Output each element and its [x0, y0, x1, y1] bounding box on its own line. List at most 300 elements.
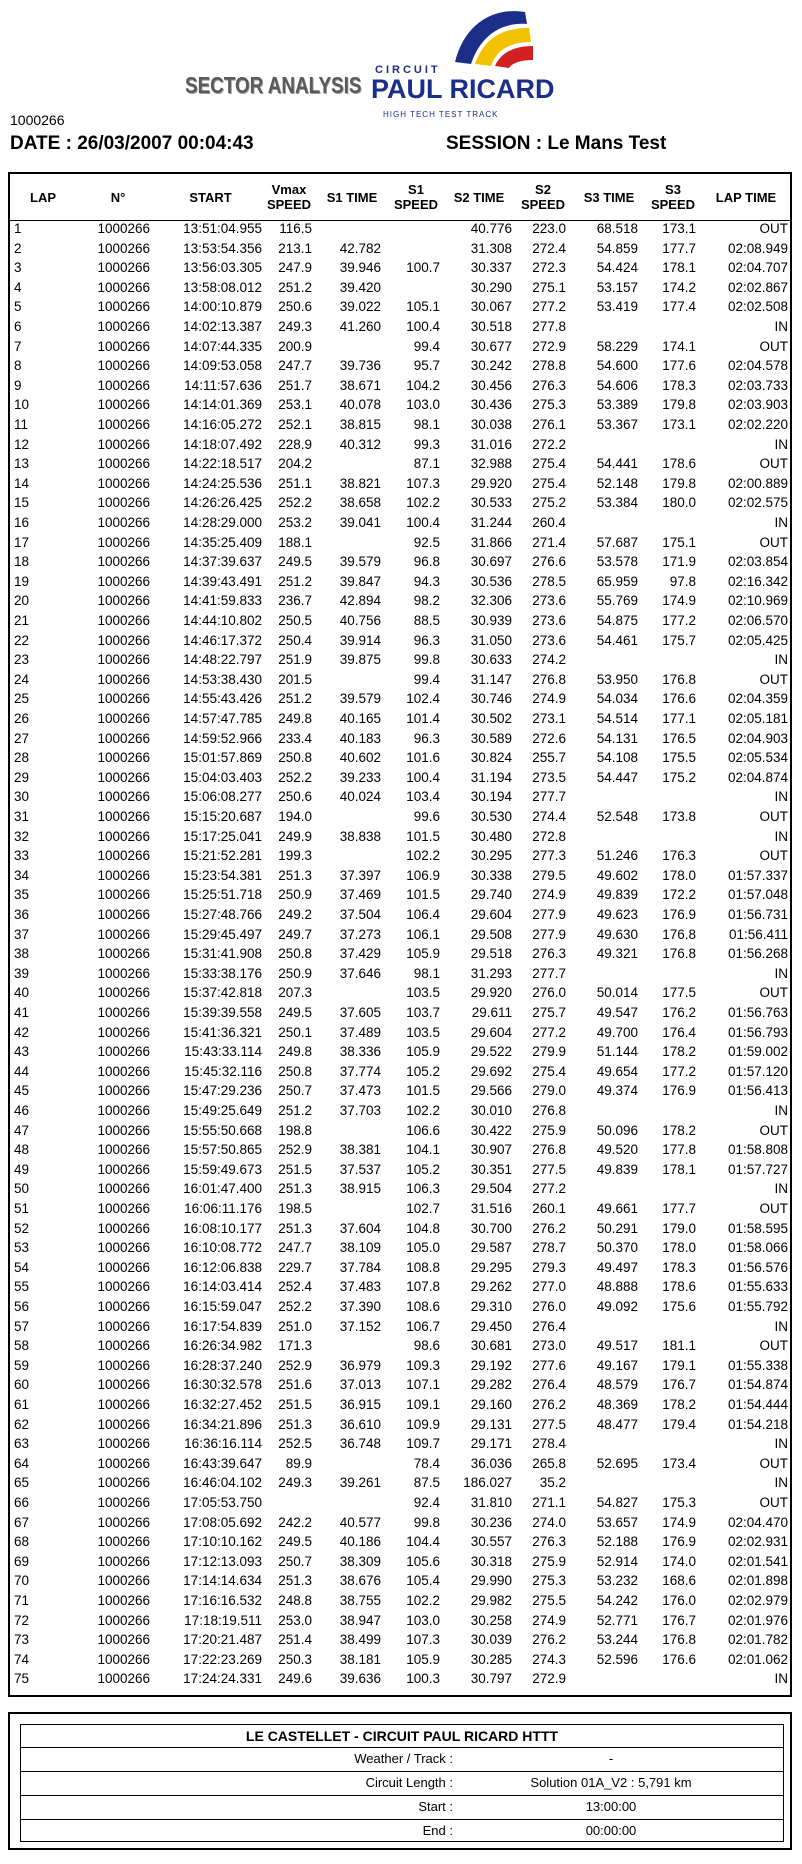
cell-s2-speed: 277.2: [532, 1181, 566, 1197]
cell-s1-time: 39.736: [339, 358, 381, 374]
cell-s2-time: 29.604: [470, 1024, 512, 1040]
cell-s3-speed: 175.6: [662, 1299, 696, 1314]
cell-s2-time: 31.194: [470, 769, 512, 785]
session-name: SESSION : Le Mans Test: [446, 133, 667, 154]
cell-s3-time: 49.374: [596, 1083, 638, 1099]
cell-s1-time: 38.309: [339, 1553, 381, 1569]
cell-start: 16:06:11.176: [184, 1201, 262, 1216]
cell-s3-time: 53.657: [596, 1514, 638, 1530]
cell-s2-speed: 279.5: [532, 867, 566, 883]
cell-start: 15:41:36.321: [183, 1024, 262, 1040]
cell-s2-speed: 272.8: [532, 828, 566, 844]
table-row: [10, 789, 790, 806]
cell-lap-time: 02:01.541: [727, 1553, 788, 1569]
cell-s2-time: 30.067: [470, 299, 512, 315]
cell-s2-speed: 275.7: [532, 1005, 566, 1020]
cell-s2-time: 31.244: [470, 515, 512, 530]
cell-lap-time: 02:02.867: [727, 279, 788, 295]
cell-s2-time: 30.295: [470, 848, 512, 864]
cell-lap-time: 02:06.570: [727, 613, 788, 628]
cell-number: 1000266: [97, 1279, 150, 1295]
cell-s1-time: 37.703: [339, 1103, 381, 1118]
cell-start: 17:12:13.093: [183, 1553, 262, 1569]
cell-s2-speed: 277.9: [532, 926, 566, 942]
table-row: [10, 241, 790, 258]
cell-lap: 19: [14, 573, 30, 589]
cell-s3-time: 49.654: [596, 1063, 638, 1079]
cell-s3-speed: 179.1: [662, 1357, 696, 1373]
cell-s3-speed: 173.1: [662, 221, 696, 236]
cell-s1-speed: 103.4: [406, 789, 440, 805]
cell-s1-speed: 104.1: [406, 1142, 440, 1158]
sector-table: [8, 172, 792, 1697]
cell-s3-time: 52.914: [596, 1553, 638, 1569]
cell-number: 1000266: [97, 299, 150, 315]
cell-s1-time: 39.041: [339, 515, 381, 530]
cell-lap: 14: [14, 475, 30, 491]
table-row: [10, 1671, 790, 1688]
cell-start: 16:14:03.414: [183, 1279, 262, 1295]
cell-number: 1000266: [97, 1377, 150, 1393]
cell-s2-speed: 275.3: [532, 1573, 566, 1589]
cell-s2-speed: 279.0: [532, 1083, 566, 1099]
cell-s3-speed: 179.8: [662, 397, 696, 413]
cell-s1-time: 37.429: [339, 946, 381, 962]
cell-vmax: 249.2: [278, 907, 312, 922]
cell-lap: 49: [14, 1161, 30, 1177]
cell-lap: 59: [14, 1357, 30, 1373]
table-row: [10, 809, 790, 826]
cell-s2-speed: 277.3: [532, 848, 566, 864]
cell-s1-speed: 102.2: [406, 1103, 440, 1118]
cell-start: 15:59:49.673: [183, 1161, 262, 1177]
cell-lap: 32: [14, 828, 30, 844]
cell-s1-time: 37.397: [339, 867, 381, 883]
cell-vmax: 252.2: [278, 495, 312, 511]
cell-vmax: 250.7: [278, 1553, 312, 1569]
cell-lap: 10: [14, 397, 30, 413]
table-row: [10, 339, 790, 356]
cell-s3-speed: 178.6: [662, 1279, 696, 1295]
cell-s1-time: 40.756: [339, 613, 381, 628]
cell-number: 1000266: [97, 554, 150, 570]
cell-s1-speed: 104.8: [406, 1220, 440, 1236]
table-row: [10, 1456, 790, 1473]
table-row: [10, 1417, 790, 1434]
cell-start: 14:35:25.409: [183, 534, 262, 550]
cell-s2-time: 30.536: [470, 573, 512, 589]
cell-start: 15:06:08.277: [183, 789, 262, 805]
table-row: [10, 1475, 790, 1492]
cell-vmax: 249.5: [278, 1005, 312, 1020]
cell-s2-speed: 278.5: [532, 573, 566, 589]
cell-number: 1000266: [97, 1651, 150, 1667]
table-row: [10, 1123, 790, 1140]
cell-s3-time: 49.602: [596, 867, 638, 883]
cell-s2-time: 30.939: [470, 613, 512, 628]
cell-number: 1000266: [97, 965, 150, 981]
cell-s1-time: 37.473: [339, 1083, 381, 1099]
cell-vmax: 251.1: [278, 475, 312, 491]
cell-lap: 24: [14, 671, 30, 687]
cell-s2-speed: 277.8: [532, 319, 566, 334]
cell-lap-time: 02:02.508: [727, 299, 788, 315]
cell-s3-time: 50.370: [596, 1240, 638, 1256]
cell-lap-time: 02:04.903: [727, 730, 788, 746]
table-row: [10, 1025, 790, 1042]
cell-number: 1000266: [97, 1632, 150, 1648]
cell-vmax: 198.8: [278, 1122, 312, 1138]
cell-start: 14:28:29.000: [183, 515, 262, 530]
cell-lap: 18: [14, 554, 30, 570]
cell-s1-speed: 107.3: [406, 475, 440, 491]
cell-lap: 31: [14, 809, 30, 824]
cell-number: 1000266: [97, 260, 150, 276]
cell-number: 1000266: [97, 1416, 150, 1432]
cell-s3-speed: 168.6: [662, 1573, 696, 1589]
cell-start: 14:48:22.797: [183, 652, 262, 668]
cell-lap-time: 01:57.727: [727, 1161, 788, 1177]
cell-lap: 25: [14, 691, 30, 707]
cell-s2-time: 29.192: [470, 1357, 512, 1373]
circuit-info-label: Circuit Length :: [365, 1775, 453, 1790]
cell-start: 16:26:34.982: [183, 1338, 262, 1354]
cell-s2-time: 29.566: [470, 1083, 512, 1099]
cell-s1-time: 40.024: [339, 789, 381, 805]
cell-vmax: 253.0: [278, 1612, 312, 1628]
cell-s2-speed: 265.8: [532, 1455, 566, 1471]
cell-number: 1000266: [97, 1612, 150, 1628]
cell-number: 1000266: [97, 887, 150, 903]
cell-number: 1000266: [97, 377, 150, 393]
cell-s1-speed: 105.9: [406, 1651, 440, 1667]
cell-lap-time: 02:04.874: [727, 769, 788, 785]
table-row: [10, 1201, 790, 1218]
cell-start: 14:02:13.387: [183, 319, 262, 334]
cell-start: 13:51:04.955: [183, 221, 262, 236]
cell-vmax: 207.3: [278, 985, 312, 1001]
cell-start: 17:24:24.331: [183, 1671, 262, 1687]
cell-vmax: 252.2: [278, 769, 312, 785]
table-row: [10, 1279, 790, 1296]
cell-vmax: 250.6: [278, 299, 312, 315]
cell-s1-time: 39.261: [339, 1475, 381, 1491]
cell-lap-time: OUT: [759, 221, 788, 236]
cell-s1-time: 37.774: [339, 1063, 381, 1079]
cell-number: 1000266: [97, 613, 150, 628]
cell-number: 1000266: [97, 789, 150, 805]
cell-s3-speed: 176.5: [662, 730, 696, 746]
table-row: [10, 1299, 790, 1316]
cell-s3-speed: 174.2: [662, 279, 696, 295]
cell-lap: 54: [14, 1259, 30, 1275]
cell-lap: 39: [14, 965, 30, 981]
cell-vmax: 89.9: [285, 1455, 312, 1471]
cell-number: 1000266: [97, 515, 150, 530]
cell-s2-time: 40.776: [470, 221, 512, 236]
cell-s1-speed: 99.6: [413, 809, 440, 824]
cell-s2-time: 30.236: [470, 1514, 512, 1530]
table-row: [10, 1142, 790, 1159]
cell-lap: 29: [14, 769, 30, 785]
cell-s2-time: 30.502: [470, 711, 512, 726]
cell-s3-time: 52.148: [596, 475, 638, 491]
cell-s3-time: 54.875: [596, 613, 638, 628]
cell-s1-time: 37.537: [339, 1161, 381, 1177]
cell-s1-speed: 106.4: [406, 907, 440, 922]
cell-lap: 30: [14, 789, 30, 805]
cell-vmax: 249.5: [278, 554, 312, 570]
cell-s3-time: 53.578: [596, 554, 638, 570]
cell-lap-time: 01:57.120: [727, 1063, 788, 1079]
cell-vmax: 251.4: [278, 1632, 312, 1648]
cell-number: 1000266: [97, 338, 150, 354]
cell-start: 16:12:06.838: [183, 1259, 262, 1275]
cell-s1-speed: 102.2: [406, 1593, 440, 1608]
cell-s2-time: 31.810: [470, 1495, 512, 1510]
cell-s3-time: 54.034: [596, 691, 638, 707]
cell-lap-time: 02:02.931: [727, 1534, 788, 1550]
cell-lap-time: IN: [774, 1436, 788, 1452]
cell-lap-time: 01:56.763: [727, 1005, 788, 1020]
cell-lap-time: OUT: [759, 338, 788, 354]
cell-vmax: 250.9: [278, 887, 312, 903]
cell-s1-time: 38.755: [339, 1593, 381, 1608]
cell-s3-speed: 177.1: [662, 711, 696, 726]
cell-s3-time: 52.771: [596, 1612, 638, 1628]
cell-lap: 16: [14, 515, 30, 530]
cell-lap-time: 02:01.976: [727, 1612, 788, 1628]
cell-start: 17:05:53.750: [183, 1495, 262, 1510]
cell-s3-time: 49.630: [596, 926, 638, 942]
table-row: [10, 1436, 790, 1453]
cell-lap: 74: [14, 1651, 30, 1667]
cell-s1-time: 38.658: [339, 495, 381, 511]
cell-s3-speed: 175.3: [662, 1495, 696, 1510]
cell-s2-time: 31.016: [470, 436, 512, 452]
cell-number: 1000266: [97, 436, 150, 452]
cell-s1-time: 40.183: [339, 730, 381, 746]
cell-s2-time: 30.318: [470, 1553, 512, 1569]
cell-s3-speed: 177.7: [662, 240, 696, 256]
cell-s3-speed: 177.4: [662, 299, 696, 315]
table-row: [10, 280, 790, 297]
cell-number: 1000266: [97, 495, 150, 511]
table-row: [10, 417, 790, 434]
cell-lap: 20: [14, 593, 30, 609]
table-row: [10, 1495, 790, 1512]
cell-lap: 13: [14, 456, 30, 472]
cell-s2-speed: 277.6: [532, 1357, 566, 1373]
cell-s3-speed: 171.9: [662, 554, 696, 570]
cell-vmax: 251.9: [278, 652, 312, 668]
cell-s1-time: 39.636: [339, 1671, 381, 1687]
cell-s1-speed: 87.1: [413, 456, 440, 472]
cell-start: 14:24:25.536: [183, 475, 262, 491]
cell-lap-time: IN: [774, 828, 788, 844]
cell-s1-speed: 106.1: [406, 926, 440, 942]
cell-number: 1000266: [97, 1593, 150, 1608]
col-header-lap: LAP: [30, 189, 56, 205]
cell-s2-time: 29.171: [470, 1436, 512, 1452]
col-header-lap-time: LAP TIME: [715, 189, 777, 205]
cell-s1-time: 39.420: [339, 279, 381, 295]
cell-s1-time: 42.894: [339, 593, 381, 609]
cell-vmax: 249.9: [278, 828, 312, 844]
cell-s2-time: 31.516: [470, 1201, 512, 1216]
cell-s1-speed: 100.3: [406, 1671, 440, 1687]
cell-s1-time: 36.610: [339, 1416, 381, 1432]
cell-lap: 44: [14, 1063, 30, 1079]
cell-start: 15:47:29.236: [183, 1083, 262, 1099]
cell-number: 1000266: [97, 1220, 150, 1236]
cell-lap-time: 02:08.949: [727, 240, 788, 256]
cell-number: 1000266: [97, 691, 150, 707]
cell-s1-time: 36.915: [339, 1397, 381, 1412]
cell-s2-speed: 276.3: [532, 377, 566, 393]
cell-s3-speed: 179.8: [662, 475, 696, 491]
cell-start: 17:08:05.692: [183, 1514, 262, 1530]
cell-start: 15:45:32.116: [184, 1063, 262, 1079]
cell-s1-speed: 105.9: [406, 1044, 440, 1060]
cell-lap-time: 01:58.595: [727, 1220, 788, 1236]
cell-s2-time: 30.677: [470, 338, 512, 354]
cell-lap: 12: [14, 436, 30, 452]
cell-lap-time: 01:58.066: [727, 1240, 788, 1256]
col-header-s2-time: S2 TIME: [453, 189, 505, 205]
cell-vmax: 250.1: [278, 1024, 312, 1040]
cell-start: 15:33:38.176: [183, 965, 262, 981]
cell-s1-speed: 105.1: [406, 299, 440, 315]
cell-s3-time: 49.547: [596, 1005, 638, 1020]
cell-s3-time: 54.242: [596, 1593, 638, 1608]
cell-s2-time: 30.746: [470, 691, 512, 707]
cell-s3-time: 52.188: [596, 1534, 638, 1550]
table-row: [10, 1358, 790, 1375]
cell-lap-time: 01:55.633: [727, 1279, 788, 1295]
cell-lap: 58: [14, 1338, 30, 1354]
cell-s3-time: 49.092: [596, 1299, 638, 1314]
table-row: [10, 515, 790, 532]
cell-lap: 47: [14, 1122, 30, 1138]
cell-lap-time: OUT: [759, 1201, 788, 1216]
cell-s2-speed: 276.3: [532, 1534, 566, 1550]
cell-s1-speed: 108.8: [406, 1259, 440, 1275]
cell-lap-time: OUT: [759, 985, 788, 1001]
col-header-number: N°: [110, 189, 126, 205]
table-row: [10, 1377, 790, 1394]
cell-s3-time: 57.687: [596, 534, 638, 550]
table-row: [10, 1162, 790, 1179]
cell-lap-time: 02:03.733: [727, 377, 788, 393]
cell-lap: 73: [14, 1632, 30, 1648]
cell-number: 1000266: [97, 750, 150, 766]
circuit-info-value: 13:00:00: [585, 1799, 637, 1814]
cell-vmax: 171.3: [278, 1338, 312, 1354]
col-header-s3-time: S3 TIME: [583, 189, 635, 205]
cell-s1-time: 39.579: [339, 554, 381, 570]
cell-s2-time: 29.282: [470, 1377, 512, 1393]
cell-vmax: 253.2: [278, 515, 312, 530]
cell-s3-time: 68.518: [596, 221, 638, 236]
cell-lap-time: IN: [774, 1671, 788, 1687]
table-row: [10, 633, 790, 650]
cell-s2-time: 30.681: [470, 1338, 512, 1354]
cell-s3-speed: 180.0: [662, 495, 696, 511]
cell-s2-time: 29.450: [470, 1318, 512, 1334]
cell-s3-speed: 174.1: [662, 338, 696, 354]
cell-lap: 4: [14, 279, 22, 295]
cell-start: 16:28:37.240: [183, 1357, 262, 1373]
cell-s1-time: 39.946: [339, 260, 381, 276]
cell-number: 1000266: [97, 632, 150, 648]
cell-s1-time: 38.676: [339, 1573, 381, 1589]
cell-lap: 23: [14, 652, 30, 668]
cell-s3-time: 54.606: [596, 377, 638, 393]
cell-vmax: 229.7: [278, 1259, 312, 1275]
cell-lap: 38: [14, 946, 30, 962]
cell-s3-speed: 178.2: [662, 1397, 696, 1412]
cell-s3-speed: 174.9: [662, 593, 696, 609]
cell-lap-time: 02:04.707: [727, 260, 788, 276]
cell-number: 1000266: [97, 809, 150, 824]
cell-s3-time: 49.839: [596, 887, 638, 903]
cell-s3-speed: 177.8: [662, 1142, 696, 1158]
cell-s2-time: 186.027: [463, 1475, 512, 1491]
table-row: [10, 221, 790, 238]
cell-s1-time: 38.381: [339, 1142, 381, 1158]
cell-vmax: 251.3: [278, 1416, 312, 1432]
cell-s2-time: 29.508: [470, 926, 512, 942]
table-row: [10, 554, 790, 571]
cell-s1-time: 40.165: [339, 711, 381, 726]
cell-vmax: 249.7: [278, 926, 312, 942]
cell-s2-speed: 278.4: [532, 1436, 566, 1452]
cell-lap-time: 02:00.889: [727, 475, 788, 491]
cell-s2-speed: 275.9: [532, 1553, 566, 1569]
table-row: [10, 1554, 790, 1571]
cell-s3-speed: 97.8: [669, 573, 696, 589]
cell-s2-speed: 275.9: [532, 1122, 566, 1138]
cell-vmax: 200.9: [278, 338, 312, 354]
cell-s3-speed: 178.1: [662, 260, 696, 276]
cell-s1-speed: 104.4: [406, 1534, 440, 1550]
table-row: [10, 1338, 790, 1355]
cell-s3-time: 51.246: [596, 848, 638, 864]
cell-lap: 65: [14, 1475, 30, 1491]
cell-start: 15:15:20.687: [183, 809, 262, 824]
cell-start: 15:39:39.558: [183, 1005, 262, 1020]
cell-lap: 64: [14, 1455, 30, 1471]
cell-lap: 3: [14, 260, 22, 276]
cell-s3-time: 53.389: [596, 397, 638, 413]
cell-lap-time: OUT: [759, 809, 788, 824]
cell-s1-speed: 100.7: [406, 260, 440, 276]
cell-number: 1000266: [97, 279, 150, 295]
cell-s1-time: 40.186: [339, 1534, 381, 1550]
report-header: [0, 0, 802, 154]
circuit-info-label: End :: [422, 1823, 453, 1838]
cell-s2-speed: 255.7: [532, 750, 566, 766]
cell-lap: 63: [14, 1436, 30, 1452]
cell-vmax: 250.8: [278, 946, 312, 962]
cell-number: 1000266: [97, 671, 150, 687]
cell-s1-speed: 98.2: [413, 593, 440, 609]
table-row: [10, 946, 790, 963]
cell-s1-time: 37.504: [339, 907, 381, 922]
cell-lap: 60: [14, 1377, 30, 1393]
cell-number: 1000266: [97, 1122, 150, 1138]
